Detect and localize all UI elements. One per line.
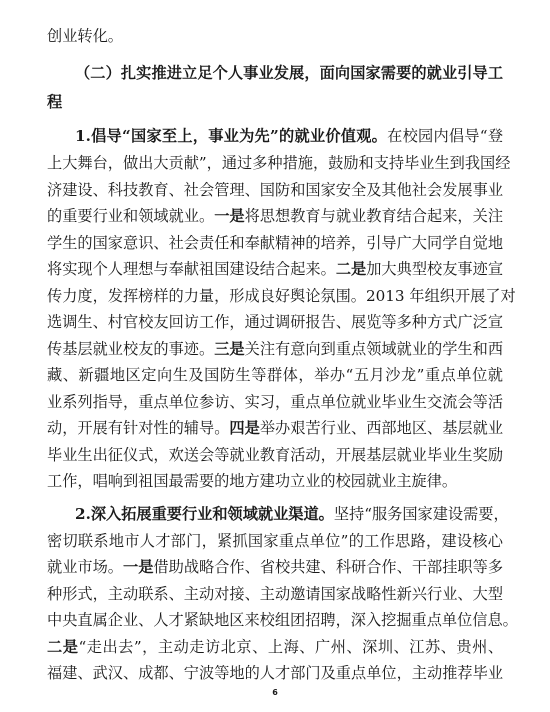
paragraph-1-line-7 [47,285,516,307]
paragraph-1-line-10 [47,364,503,386]
page-number: 6 [272,688,278,697]
point-marker: 二是 [335,260,367,278]
line-text: 的重要行业和领域就业。 [47,207,215,225]
line-text: 传基层就业校友的事迹。 [47,340,215,358]
paragraph-1-line-11 [47,391,503,413]
point-marker: 一是 [214,207,245,225]
paragraph-1-line-9 [47,338,503,360]
line-text: 加大典型校友事迹宣 [366,260,504,278]
paragraph-1-line-14 [47,470,503,492]
line-text: 动，开展有针对性的辅导。 [47,419,230,437]
paragraph-2-line-7 [47,662,503,684]
line-text: 中央直属企业、人才紧缺地区来校组团招聘，深入挖掘重点单位信息。 [47,611,518,629]
line-text: 将思想教育与就业教育结合起来，关注 [244,207,504,225]
line-text: 坚持“服务国家建设需要， [333,505,509,523]
line-text: 福建、武汉、成都、宁波等地的人才部门及重点单位，主动推荐毕业 [47,664,503,682]
line-text: 密切联系地市人才部门，紧抓国家重点单位”的工作思路，建设核心 [47,532,503,550]
line-text: 将实现个人理想与奉献祖国建设结合起来。 [47,260,336,278]
line-text: 在校园内倡导“登 [387,127,504,145]
subheading-1: 1.倡导“国家至上，事业为先”的就业价值观。 [75,127,388,145]
line-text: 关注有意向到重点领域就业的学生和西 [244,340,504,358]
line-text: 传力度，发挥榜样的力量，形成良好舆论氛围。2013 年组织开展了对 [47,287,516,305]
paragraph-1-line-6 [47,258,503,280]
paragraph-1-line-12 [47,417,503,439]
paragraph-2-line-5 [47,609,518,631]
paragraph-1-line-1 [75,125,503,147]
paragraph-2-line-2 [47,530,503,552]
paragraph-1-line-4 [47,205,503,227]
line-text: 上大舞台，做出大贡献”，通过多种措施，鼓励和支持毕业生到我国经 [47,154,511,172]
line-text: 工作，唱响到祖国最需要的地方建功立业的校园就业主旋律。 [47,472,458,490]
paragraph-2-line-3 [47,556,503,578]
line-text: “走出去”，主动走访北京、上海、广州、深圳、江苏、贵州、 [78,638,504,656]
paragraph-2-line-6 [47,636,503,658]
subheading-2: 2.深入拓展重要行业和领域就业渠道。 [75,505,334,523]
line-text: 选调生、村官校友回访工作，通过调研报告、展览等多种方式广泛宣 [47,313,503,331]
paragraph-2-line-1 [75,503,509,525]
section-heading [75,62,503,84]
paragraph-1-line-2 [47,152,511,174]
line-text: 就业市场。 [47,558,124,576]
line-text: 业系列指导，重点单位参访、实习，重点单位就业毕业生交流会等活 [47,393,503,411]
line-text: 济建设、科技教育、社会管理、国防和国家安全及其他社会发展事业 [47,181,503,199]
line-text: 学生的国家意识、社会责任和奉献精神的培养，引导广大同学自觉地 [47,234,503,252]
section-heading-cont [47,91,503,113]
heading-text-cont: 程 [47,93,63,111]
paragraph-1-line-8 [47,311,503,333]
paragraph-1-line-13 [47,444,503,466]
line-text: 借助战略合作、省校共建、科研合作、干部挂职等多 [153,558,504,576]
line-text: 种形式，主动联系、主动对接、主动邀请国家战略性新兴行业、大型 [47,585,503,603]
paragraph-1-line-5 [47,232,503,254]
line-text: 举办艰苦行业、西部地区、基层就业 [259,419,504,437]
heading-text: （二）扎实推进立足个人事业发展，面向国家需要的就业引导工 [75,64,503,82]
line-text: 藏、新疆地区定向生及国防生等群体，举办“五月沙龙”重点单位就 [47,366,503,384]
point-marker: 三是 [214,340,245,358]
point-marker: 一是 [123,558,154,576]
point-marker: 四是 [229,419,260,437]
point-marker: 二是 [47,638,79,656]
paragraph-2-line-4 [47,583,503,605]
paragraph-1-line-3 [47,179,503,201]
paragraph-line-1 [47,25,503,47]
line-text: 创业转化。 [47,27,123,45]
line-text: 毕业生出征仪式，欢送会等就业教育活动，开展基层就业毕业生奖励 [47,446,503,464]
